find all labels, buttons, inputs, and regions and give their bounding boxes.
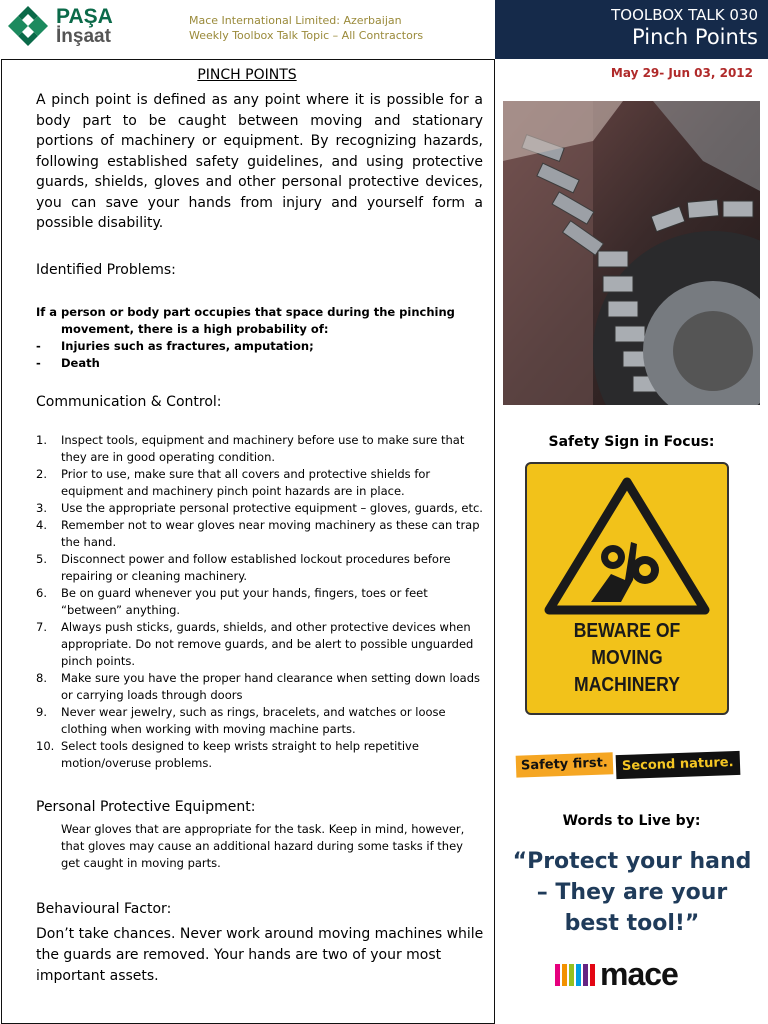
gear-machinery-photo bbox=[503, 101, 760, 405]
bullet-text: Death bbox=[61, 356, 100, 370]
list-item: 2. Prior to use, make sure that all covers and protective shields for equipment and machinery pinch point hazards are in place. bbox=[36, 467, 431, 498]
sign-text bbox=[537, 618, 717, 699]
sign-line-1: BEWARE OF bbox=[573, 620, 681, 642]
topic-line: Weekly Toolbox Talk Topic – All Contractors bbox=[189, 29, 424, 42]
header-info bbox=[189, 13, 423, 43]
pasa-insaat-logo bbox=[4, 4, 128, 48]
bullet-item: - Death bbox=[36, 356, 100, 370]
mace-stripes-icon bbox=[555, 962, 599, 988]
list-item-text: Disconnect power and follow established lockout procedures before repairing or cleaning machinery. bbox=[61, 552, 451, 583]
talk-title: Pinch Points bbox=[632, 25, 758, 49]
list-item: 10. Select tools designed to keep wrists straight to help repetitive motion/overuse problems. bbox=[36, 739, 419, 770]
talk-number: TOOLBOX TALK 030 bbox=[611, 6, 758, 24]
logo-subname: İnşaat bbox=[56, 26, 111, 47]
behaviour-text: Don’t take chances. Never work around moving machines while the guards are removed. Your hands are two of your most important assets. bbox=[36, 926, 484, 984]
list-item-text: Remember not to wear gloves near moving machinery as these can trap the hand. bbox=[61, 518, 480, 549]
list-item: 5. Disconnect power and follow established lockout procedures before repairing or cleaning machinery. bbox=[36, 552, 451, 583]
intro-paragraph: A pinch point is defined as any point where it is possible for a body part to be caught between moving and stationary portions of machinery or equipment. By recognizing hazards, following established safety guidelines, and using protective guards, shields, gloves and other personal protective devices, you can save your hands from injury and yourself form a possible disability. bbox=[36, 92, 483, 231]
communication-heading: Communication & Control: bbox=[36, 394, 222, 410]
mace-logo bbox=[555, 956, 720, 992]
moving-machinery-sign bbox=[525, 462, 729, 715]
talk-date: May 29- Jun 03, 2012 bbox=[610, 66, 753, 80]
slogan-safety-first: Safety first. bbox=[516, 752, 613, 777]
sign-line-3: MACHINERY bbox=[574, 674, 680, 696]
list-item: 8. Make sure you have the proper hand clearance when setting down loads or carrying loads through doors bbox=[36, 671, 481, 702]
logo-mark-icon bbox=[4, 4, 54, 48]
communication-list bbox=[36, 432, 486, 772]
list-item-text: Never wear jewelry, such as rings, bracelets, and watches or loose clothing when working with moving machine parts. bbox=[61, 705, 446, 736]
bullet-text: Injuries such as fractures, amputation; bbox=[61, 339, 314, 353]
list-item-text: Inspect tools, equipment and machinery before use to make sure that they are in good operating condition. bbox=[61, 433, 465, 464]
behaviour-heading: Behavioural Factor: bbox=[36, 901, 172, 917]
list-item-text: Always push sticks, guards, shields, and other protective devices when appropriate. Do not remove guards, and be alert to possible unguarded pinch points. bbox=[61, 620, 474, 668]
page-heading: PINCH POINTS bbox=[197, 67, 297, 83]
ppe-heading: Personal Protective Equipment: bbox=[36, 799, 256, 815]
safety-sign-title: Safety Sign in Focus: bbox=[548, 434, 715, 450]
logo-name: PAŞA bbox=[56, 5, 113, 28]
words-to-live-by-title: Words to Live by: bbox=[562, 813, 701, 829]
list-item: 6. Be on guard whenever you put your hands, fingers, toes or feet “between” anything. bbox=[36, 586, 428, 617]
list-item: 4. Remember not to wear gloves near moving machinery as these can trap the hand. bbox=[36, 518, 480, 549]
list-item: 7. Always push sticks, guards, shields, and other protective devices when appropriate. Do not remove guards, and be alert to possible unguarded pinch points. bbox=[36, 620, 474, 668]
identified-problems-heading: Identified Problems: bbox=[36, 262, 176, 278]
bullet-item: - Injuries such as fractures, amputation; bbox=[36, 339, 314, 353]
list-item: 9. Never wear jewelry, such as rings, bracelets, and watches or loose clothing when working with moving machine parts. bbox=[36, 705, 446, 736]
mace-wordmark: mace bbox=[600, 956, 678, 992]
safety-first-banner bbox=[516, 750, 741, 780]
title-banner bbox=[495, 0, 768, 59]
company-line: Mace International Limited: Azerbaijan bbox=[189, 14, 402, 27]
sign-line-2: MOVING bbox=[591, 647, 663, 669]
slogan-second-nature: Second nature. bbox=[616, 751, 740, 779]
list-item-text: Make sure you have the proper hand clearance when setting down loads or carrying loads through doors bbox=[61, 671, 481, 702]
list-item: 1. Inspect tools, equipment and machinery before use to make sure that they are in good operating condition. bbox=[36, 433, 465, 464]
list-item-text: Select tools designed to keep wrists straight to help repetitive motion/overuse problems. bbox=[61, 739, 419, 770]
identified-problems-lead: If a person or body part occupies that space during the pinching movement, there is a high probability of: bbox=[36, 305, 455, 336]
list-item-text: Be on guard whenever you put your hands, fingers, toes or feet “between” anything. bbox=[61, 586, 428, 617]
list-item-text: Prior to use, make sure that all covers and protective shields for equipment and machinery pinch point hazards are in place. bbox=[61, 467, 431, 498]
identified-problems-block bbox=[36, 304, 486, 372]
ppe-text: Wear gloves that are appropriate for the task. Keep in mind, however, that gloves may cause an additional hazard during some tasks if they get caught in moving parts. bbox=[61, 822, 465, 870]
list-item: 3. Use the appropriate personal protective equipment – gloves, guards, etc. bbox=[36, 501, 483, 515]
quote-text: “Protect your hand – They are your best tool!” bbox=[512, 849, 752, 936]
list-item-text: Use the appropriate personal protective equipment – gloves, guards, etc. bbox=[61, 501, 483, 515]
